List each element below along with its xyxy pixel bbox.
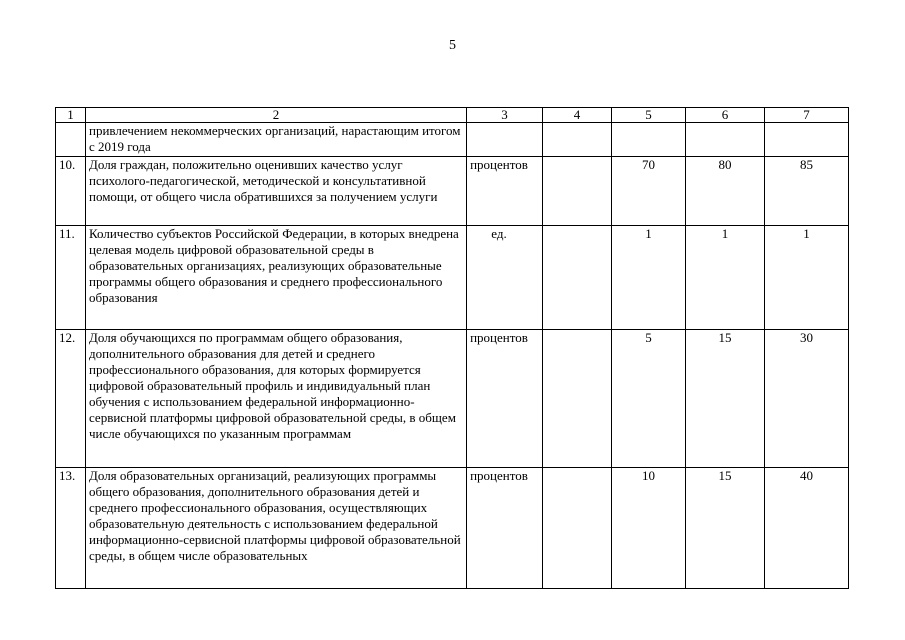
row-value-7: 1 — [765, 226, 849, 330]
row-value-5: 1 — [612, 226, 686, 330]
row-value-4 — [543, 468, 612, 589]
row-description: привлечением некоммерческих организаций, нарастающим итогом с 2019 года — [86, 123, 467, 157]
table-row — [56, 226, 849, 330]
row-value-4 — [543, 226, 612, 330]
indicators-table — [55, 107, 849, 589]
row-value-7: 30 — [765, 330, 849, 468]
row-unit — [467, 123, 543, 157]
row-description: Доля образовательных организаций, реализующих программы общего образования, дополнительного образования детей и среднего профессионального образования, осуществляющих образовательную деятельность с использованием федеральной информационно-сервисной платформы цифровой образовательной среды, в общем числе образовательных — [86, 468, 467, 589]
row-unit: процентов — [470, 157, 528, 172]
table-header-row — [56, 108, 849, 123]
header-cell: 5 — [612, 108, 686, 123]
row-number: 11. — [56, 226, 86, 330]
row-value-6: 15 — [686, 468, 765, 589]
header-cell: 3 — [467, 108, 543, 123]
row-value-6: 15 — [686, 330, 765, 468]
row-value-6 — [686, 123, 765, 157]
row-number: 13. — [56, 468, 86, 589]
table-row — [56, 123, 849, 157]
table-row — [56, 157, 849, 226]
row-value-5 — [612, 123, 686, 157]
row-unit: процентов — [470, 468, 528, 483]
row-unit-cell — [467, 226, 543, 330]
row-value-7 — [765, 123, 849, 157]
row-value-4 — [543, 123, 612, 157]
row-value-5: 70 — [612, 157, 686, 226]
row-unit: процентов — [470, 330, 528, 345]
row-value-6: 80 — [686, 157, 765, 226]
row-unit-cell — [467, 468, 543, 589]
header-cell: 1 — [56, 108, 86, 123]
row-value-6: 1 — [686, 226, 765, 330]
header-cell: 6 — [686, 108, 765, 123]
table-row — [56, 468, 849, 589]
page-number: 5 — [449, 38, 456, 53]
row-description: Доля обучающихся по программам общего образования, дополнительного образования для детей и среднего профессионального образования, для которых формируется цифровой образовательный профиль и индивидуальный план обучения с использованием федеральной информационно-сервисной платформы цифровой образовательной среды, в общем числе обучающихся по указанным программам — [86, 330, 467, 468]
row-value-5: 5 — [612, 330, 686, 468]
row-number: 10. — [56, 157, 86, 226]
row-value-5: 10 — [612, 468, 686, 589]
row-unit-cell — [467, 330, 543, 468]
row-number-cell — [56, 123, 86, 157]
header-cell: 2 — [86, 108, 467, 123]
table-row — [56, 330, 849, 468]
row-description: Доля граждан, положительно оценивших качество услуг психолого-педагогической, методической и консультативной помощи, от общего числа обратившихся за получением услуги — [86, 157, 467, 226]
row-unit-cell — [467, 157, 543, 226]
row-value-7: 85 — [765, 157, 849, 226]
row-value-7: 40 — [765, 468, 849, 589]
header-cell: 4 — [543, 108, 612, 123]
header-cell: 7 — [765, 108, 849, 123]
row-value-4 — [543, 157, 612, 226]
row-value-4 — [543, 330, 612, 468]
row-unit: ед. — [491, 226, 507, 241]
row-number: 12. — [56, 330, 86, 468]
row-description: Количество субъектов Российской Федерации, в которых внедрена целевая модель цифровой образовательной среды в образовательных организациях, реализующих образовательные программы общего образования и среднего профессионального образования — [86, 226, 467, 330]
